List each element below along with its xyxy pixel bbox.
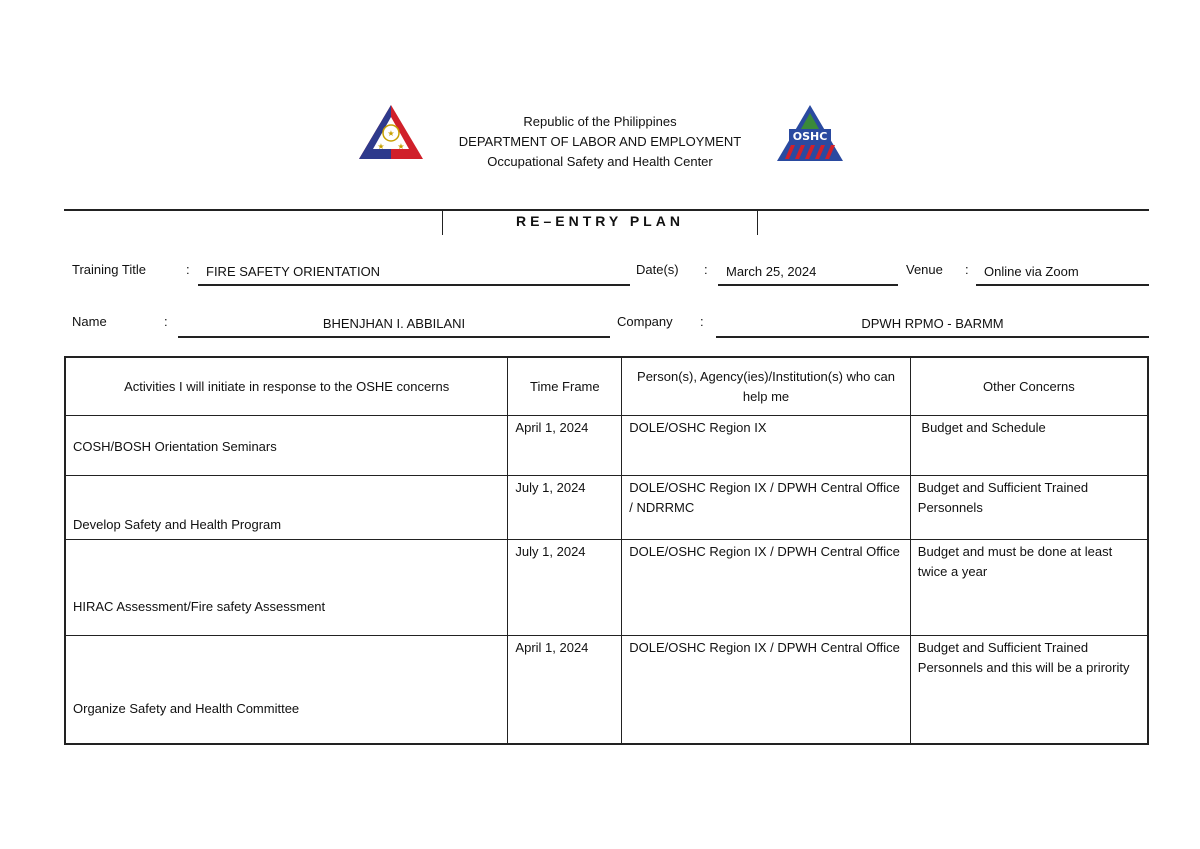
training-title-label: Training Title [72,262,146,277]
oshc-logo-text: OSHC [792,130,828,143]
table-row [65,476,1148,540]
activity-cell: HIRAC Assessment/Fire safety Assessment [65,540,508,636]
svg-text:★: ★ [377,142,385,151]
training-title-colon: : [186,262,190,277]
concerns-cell: Budget and Sufficient Trained Personnels [910,476,1148,540]
header-other-concerns: Other Concerns [910,357,1148,416]
dates-label: Date(s) [636,262,679,277]
table-header-row [65,357,1148,416]
agency-header [440,112,760,172]
reentry-plan-table [64,356,1149,745]
time-frame-cell: April 1, 2024 [508,416,622,476]
table-row [65,416,1148,476]
time-frame-cell: July 1, 2024 [508,476,622,540]
header-republic: Republic of the Philippines [523,114,677,129]
time-frame-cell: July 1, 2024 [508,540,622,636]
title-rule [64,209,1149,211]
name-label: Name [72,314,107,329]
activity-cell: Organize Safety and Health Committee [65,636,508,745]
table-row [65,540,1148,636]
company-field[interactable]: DPWH RPMO - BARMM [716,314,1149,338]
training-title-field[interactable]: FIRE SAFETY ORIENTATION [198,262,630,286]
header-persons: Person(s), Agency(ies)/Institution(s) who can help me [622,357,911,416]
company-colon: : [700,314,704,329]
title-right-divider [757,211,758,235]
svg-text:★: ★ [387,129,395,138]
concerns-cell: Budget and Sufficient Trained Personnels and this will be a prirority [910,636,1148,745]
dates-colon: : [704,262,708,277]
name-field[interactable]: BHENJHAN I. ABBILANI [178,314,610,338]
svg-text:★: ★ [397,142,405,151]
company-label: Company [617,314,673,329]
time-frame-cell: April 1, 2024 [508,636,622,745]
concerns-cell: Budget and must be done at least twice a year [910,540,1148,636]
header-department: DEPARTMENT OF LABOR AND EMPLOYMENT [458,134,742,149]
activity-cell: Develop Safety and Health Program [65,476,508,540]
header-time-frame: Time Frame [508,357,622,416]
venue-field[interactable]: Online via Zoom [976,262,1149,286]
dole-logo [357,103,425,161]
concerns-cell: Budget and Schedule [910,416,1148,476]
persons-cell: DOLE/OSHC Region IX / DPWH Central Office / NDRRMC [622,476,911,540]
name-colon: : [164,314,168,329]
dates-field[interactable]: March 25, 2024 [718,262,898,286]
table-row [65,636,1148,745]
header-center: Occupational Safety and Health Center [487,154,713,169]
persons-cell: DOLE/OSHC Region IX / DPWH Central Office [622,636,911,745]
oshc-logo [775,103,845,163]
persons-cell: DOLE/OSHC Region IX [622,416,911,476]
page-title: RE–ENTRY PLAN [516,213,684,229]
persons-cell: DOLE/OSHC Region IX / DPWH Central Office [622,540,911,636]
venue-colon: : [965,262,969,277]
activity-cell: COSH/BOSH Orientation Seminars [65,416,508,476]
header-activities: Activities I will initiate in response to the OSHE concerns [65,357,508,416]
venue-label: Venue [906,262,943,277]
